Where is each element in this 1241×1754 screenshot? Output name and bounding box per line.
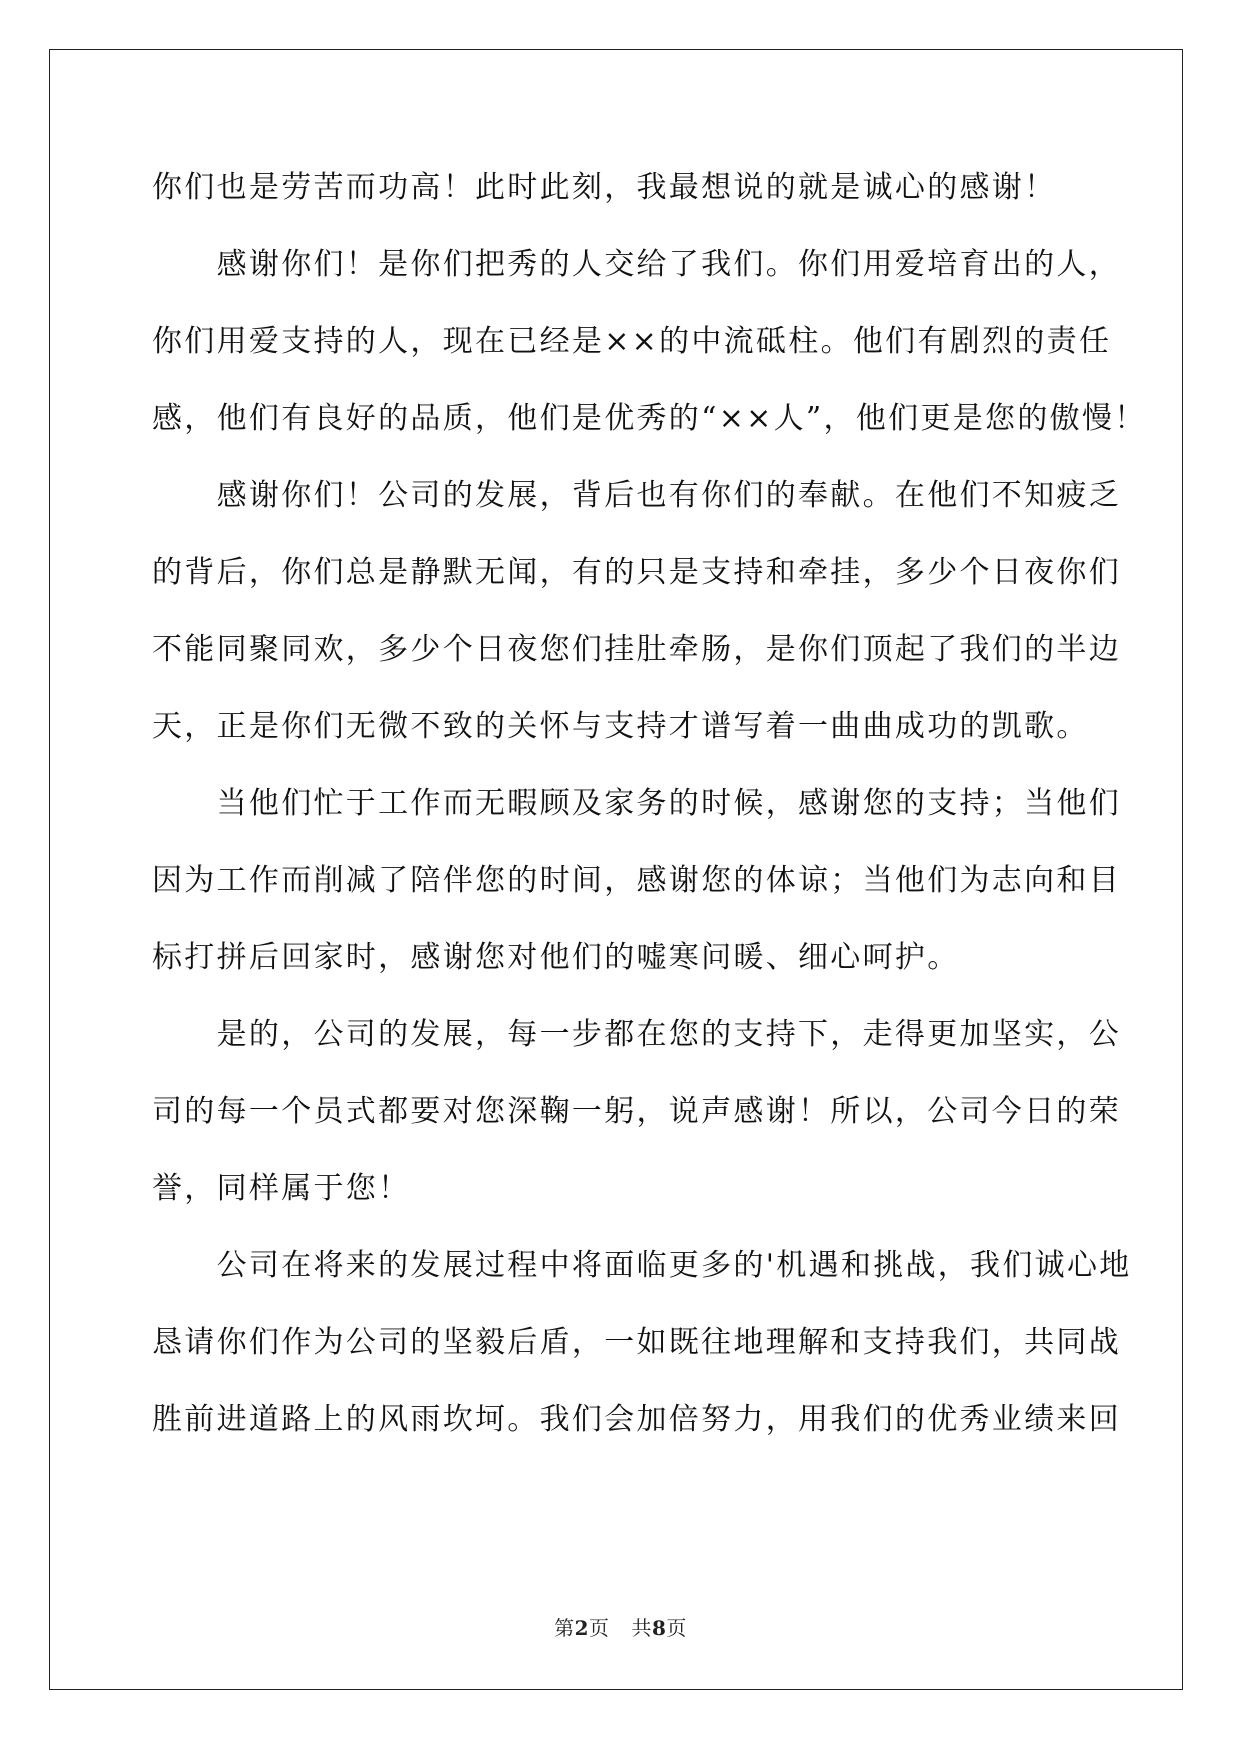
total-prefix: 共 — [631, 1616, 652, 1640]
text-line: 的背后，你们总是静默无闻，有的只是支持和牵挂，多少个日夜你们 — [152, 555, 1121, 590]
text-line: 胜前进道路上的风雨坎坷。我们会加倍努力，用我们的优秀业绩来回 — [152, 1402, 1121, 1437]
text-line: 你们用爱支持的人，现在已经是××的中流砥柱。他们有剧烈的责任 — [152, 324, 1112, 359]
text-line: 你们也是劳苦而功高！此时此刻，我最想说的就是诚心的感谢！ — [152, 170, 1057, 205]
document-body — [152, 160, 1147, 1469]
text-line: 誉，同样属于您！ — [152, 1171, 411, 1206]
total-pages: 8 — [652, 1616, 667, 1640]
text-line: 天，正是你们无微不致的关怀与支持才谱写着一曲曲成功的凯歌。 — [152, 709, 1089, 744]
text-line: 感谢你们！是你们把秀的人交给了我们。你们用爱培育出的人， — [152, 247, 1121, 282]
text-line: 恳请你们作为公司的坚毅后盾，一如既往地理解和支持我们，共同战 — [152, 1325, 1121, 1360]
page-number: 2 — [574, 1616, 589, 1640]
text-line: 感，他们有良好的品质，他们是优秀的“××人”，他们更是您的傲慢！ — [152, 401, 1147, 436]
page-prefix: 第 — [554, 1616, 575, 1640]
text-line: 因为工作而削减了陪伴您的时间，感谢您的体谅；当他们为志向和目 — [152, 863, 1121, 898]
page-suffix: 页 — [589, 1616, 610, 1640]
text-line: 标打拼后回家时，感谢您对他们的嘘寒问暖、细心呵护。 — [152, 940, 960, 975]
text-line: 公司在将来的发展过程中将面临更多的'机遇和挑战，我们诚心地 — [152, 1248, 1132, 1283]
text-line: 感谢你们！公司的发展，背后也有你们的奉献。在他们不知疲乏 — [152, 478, 1121, 513]
text-line: 司的每一个员式都要对您深鞠一躬，说声感谢！所以，公司今日的荣 — [152, 1094, 1121, 1129]
page-footer — [0, 1612, 1241, 1641]
text-line: 当他们忙于工作而无暇顾及家务的时候，感谢您的支持；当他们 — [152, 786, 1121, 821]
text-line: 不能同聚同欢，多少个日夜您们挂肚牵肠，是你们顶起了我们的半边 — [152, 632, 1121, 667]
total-suffix: 页 — [666, 1616, 687, 1640]
text-line: 是的，公司的发展，每一步都在您的支持下，走得更加坚实，公 — [152, 1017, 1121, 1052]
